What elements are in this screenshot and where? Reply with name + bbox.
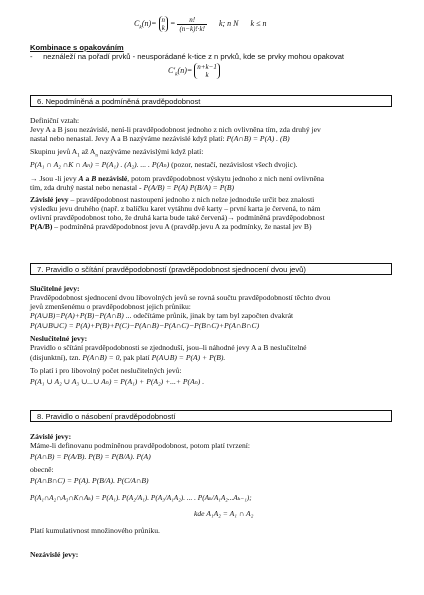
combination-formula: $C_k(n)=$ n k = $\frac{n!}{(n-k)!\cdot k!}$ k; n N k ≤ n xyxy=(134,15,267,33)
binomial-coefficient: n+k−1 k xyxy=(194,63,220,79)
binomial-coefficient: n k xyxy=(159,16,169,32)
factorial-fraction: $\frac{n!}{(n-k)!\cdot k!}$ xyxy=(179,15,205,33)
list-item: - neználeží na pořadí prvků - neusporádané k-tice z n prvků, kde se prvky mohou opakovat xyxy=(30,52,345,61)
paragraph-line: výsledku jevu druhého (např. z balíčku karet vytáhnu dvě karty – první karta je červená, to nám xyxy=(30,204,321,213)
paragraph-line: obecně: xyxy=(30,465,54,474)
formula-line: P(A∩B) = P(A/B). P(B) = P(B/A). P(A) xyxy=(30,452,151,461)
paragraph-line: nastal nebo nenastal. Jevy A a B nazýváme nezávislé když platí: P(A∩B) = P(A) . (B) xyxy=(30,134,290,143)
paragraph-line: P(A₁ ∩ A₂ ∩K ∩ Aₙ) = P(A₁) . (A₂). ... . P(Aₙ) (pozor, nestačí, nezávislost všech dvojic). xyxy=(30,160,298,169)
subsection-title: Neslučitelné jevy: xyxy=(30,334,88,343)
paragraph-line: To platí i pro libovolný počet neslučitelných jevů: xyxy=(30,366,182,375)
formula-lhs: C xyxy=(134,19,140,28)
paragraph-line: P(A/B) – podmíněná pravděpodobnost jevu A (pravděp.jevu A za podmínky, že nastal jev B) xyxy=(30,222,312,231)
paragraph-line: Skupinu jevů $A_1$ až $A_n$ nazýváme nezávislými když platí: xyxy=(30,147,204,159)
paragraph-line: Pravděpodobnost sjednocení dvou libovolných jevů se rovná součtu pravděpodobností těchto dvou xyxy=(30,293,331,302)
combination-repetition-formula: $C'_k(n)=$ n+k−1 k xyxy=(168,60,220,86)
paragraph-line: tím, zda druhý nastal nebo nenastal - P(A/B) = P(A) P(B/A) = P(B) xyxy=(30,183,235,192)
section-heading: 6. Nepodmíněná a podmíněná pravděpodobnost xyxy=(30,95,392,107)
subsection-title: Slučitelné jevy: xyxy=(30,284,80,293)
paragraph-line: Závislé jevy – pravděpodobnost nastoupení jednoho z nich nelze jednoduše určit bez znalosti xyxy=(30,195,315,204)
paragraph-line: jevů zmenšenému o pravděpodobnost jejich průniku: xyxy=(30,302,191,311)
paragraph-line: Máme-li definovanu podmíněnou pravděpodobnost, potom platí tvrzení: xyxy=(30,441,250,450)
formula-line: kde A₁A₂ = A₁ ∩ A₂ xyxy=(194,509,254,518)
formula-line: P(A₁ ∪ A₂ ∪ A₃ ∪...∪ Aₙ) = P(A₁) + P(A₂) +...+ P(Aₙ) . xyxy=(30,377,205,386)
section-heading: 7. Pravidlo o sčítání pravděpodobností (pravděpodobnost sjednocení dvou jevů) xyxy=(30,263,392,275)
paragraph-line: Platí kumulativnost množinového průniku. xyxy=(30,526,160,535)
section-heading: 8. Pravidlo o násobení pravděpodobností xyxy=(30,410,392,422)
subsection-title: Nezávislé jevy: xyxy=(30,550,79,559)
paragraph-line: Definiční vztah: xyxy=(30,116,80,125)
formula-line: P(A₁∩A₂∩A₃∩K∩Aₖ) = P(A₁). P(A₂/A₁). P(A₃/A₁A₂). ... . P(Aₖ/A₁A₂...Aₖ₋₁); xyxy=(30,493,252,502)
formula-line: P(A∪B∪C) = P(A)+P(B)+P(C)−P(A∩B)−P(A∩C)−P(B∩C)+P(A∩B∩C) xyxy=(30,321,260,330)
paragraph-line: → Jsou -li jevy A a B nezávislé, potom pravděpodobnost výskytu jednoho z nich není ovlivněna xyxy=(30,174,325,183)
paragraph-line: ovlivní pravděpodobnost toho, že druhá karta bude také červená)→ podmíněná pravděpodobnost xyxy=(30,213,325,222)
paragraph-line: (disjunktní), tzn. P(A∩B) = 0, pak platí P(A∪B) = P(A) + P(B). xyxy=(30,353,226,362)
subsection-title: Kombinace s opakováním xyxy=(30,43,124,52)
paragraph-line: Pravidlo o sčítání pravděpodobnosti se zjednoduší, jsou–li náhodné jevy A a B neslučitelné xyxy=(30,343,307,352)
paragraph-line: P(A∪B)=P(A)+P(B)−P(A∩B) ... odečítáme průnik, jinak by tam byl započten dvakrát xyxy=(30,311,294,320)
subsection-title: Závislé jevy: xyxy=(30,432,72,441)
formula-line: P(A∩B∩C) = P(A). P(B/A). P(C/A∩B) xyxy=(30,476,149,485)
paragraph-line: Jevy A a B jsou nezávislé, není-li pravděpodobnost jednoho z nich ovlivněna tím, zda druhý jev xyxy=(30,125,321,134)
